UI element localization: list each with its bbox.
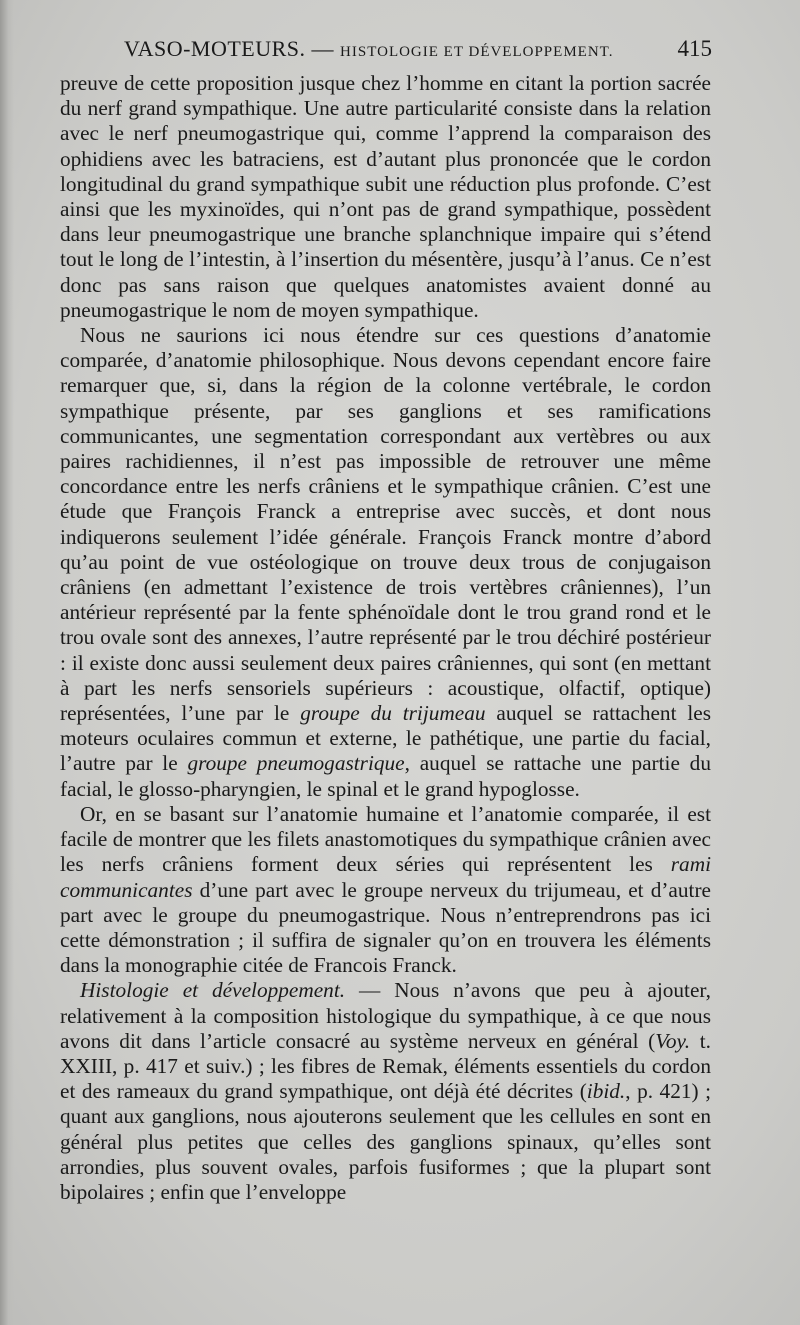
paragraph <box>60 978 711 1205</box>
italic-text-run: Voy. <box>655 1028 691 1053</box>
paragraph <box>60 71 711 323</box>
page-binding-edge <box>0 0 14 1325</box>
page-number: 415 <box>677 36 712 61</box>
text-run: t. XXIII, p. 417 et suiv.) ; les fibres de Remak, éléments essentiels du cordon et des rameaux du grand sympathique, ont déjà été décrites ( <box>60 1028 711 1104</box>
text-run: , p. 421) ; quant aux ganglions, nous ajouterons seulement que les cellules en sont en général plus petites que celles des ganglions spinaux, qu’elles sont arrondies, plus souvent ovales, parfois fusiformes ; que la plupart sont bipolaires ; enfin que l’enveloppe <box>60 1079 712 1204</box>
running-title-main: VASO-MOTEURS. — <box>124 36 335 61</box>
text-run: auquel se rattachent les moteurs oculaires commun et externe, le pathétique, une partie du facial, l’autre par le <box>60 701 711 776</box>
body-text <box>60 71 711 1205</box>
text-run: d’une part avec le groupe nerveux du trijumeau, et d’autre part avec le groupe du pneumogastrique. Nous n’entreprendrons pas ici cette démonstration ; il suffira de signaler qu’on en trouvera les éléments dans la monographie citée de Francois Franck. <box>60 877 711 978</box>
text-run: , auquel se rattache une partie du facial, le glosso-pharyngien, le spinal et le grand hypoglosse. <box>60 751 711 801</box>
text-run: preuve de cette proposition jusque chez l’homme en citant la portion sacrée du nerf grand sympathique. Une autre particularité consiste dans la relation avec le nerf pneumogastrique qui, comme l’apprend la comparaison des ophidiens avec les batraciens, est d’autant plus prononcée que le cordon longitudinal du grand sympathique subit une réduction plus profonde. C’est ainsi que les myxinoïdes, qui n’ont pas de grand sympathique, possèdent dans leur pneumogastrique une branche splanchnique impaire qui s’étend tout le long de l’intestin, à l’insertion du mésentère, jusqu’à l’anus. Ce n’est donc pas sans raison que quelques anatomistes avaient donné au pneumogastrique le nom de moyen sympathique. <box>60 71 711 322</box>
italic-text-run: rami communicantes <box>60 852 711 902</box>
italic-text-run: groupe du trijumeau <box>300 701 486 726</box>
paragraph <box>60 323 711 802</box>
running-title-sub: HISTOLOGIE ET DÉVELOPPEMENT. <box>340 44 614 60</box>
text-run: Or, en se basant sur l’anatomie humaine et l’anatomie comparée, il est facile de montrer que les filets anastomotiques du sympathique crânien avec les nerfs crâniens forment deux séries qui représentent les <box>60 801 711 877</box>
text-run: — Nous n’avons que peu à ajouter, relativement à la composition histologique du sympathique, à ce que nous avons dit dans l’article consacré au système nerveux en général ( <box>60 978 711 1053</box>
running-header <box>60 36 712 70</box>
italic-text-run: ibid. <box>586 1079 626 1104</box>
running-title <box>60 36 678 62</box>
text-run: Nous ne saurions ici nous étendre sur ces questions d’anatomie comparée, d’anatomie philosophique. Nous devons cependant encore faire remarquer que, si, dans la région de la colonne vertébrale, le cordon sympathique présente, par ses ganglions et ses ramifications communicantes, une segmentation correspondant aux vertèbres ou aux paires rachidiennes, il n’est pas impossible de retrouver une même concordance entre les nerfs crâniens et le sympathique crânien. C’est une étude que François Franck a entreprise avec succès, et dont nous indiquerons seulement l’idée générale. François Franck montre d’abord qu’au point de vue ostéologique on trouve deux trous de conjugaison crâniens (en admettant l’existence de trois vertèbres crâniennes), l’un antérieur représenté par la fente sphénoïdale dont le trou grand rond et le trou ovale sont des annexes, l’autre représenté par le trou déchiré postérieur : il existe donc aussi seulement deux paires crâniennes, qui sont (en mettant à part les nerfs sensoriels supérieurs : acoustique, olfactif, optique) représentées, l’une par le <box>60 323 711 726</box>
italic-text-run: groupe pneumogastrique <box>187 751 405 776</box>
paragraph <box>60 802 711 978</box>
italic-text-run: Histologie et développement. <box>80 978 346 1003</box>
